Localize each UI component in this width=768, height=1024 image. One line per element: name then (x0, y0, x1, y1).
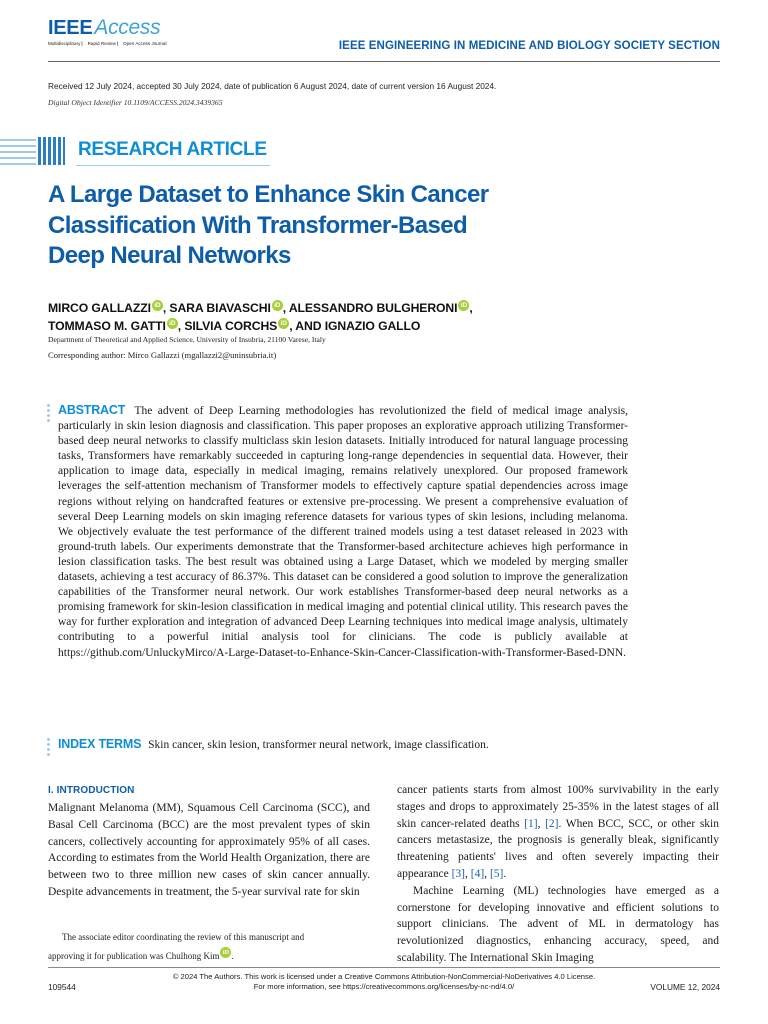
author-name: , AND IGNAZIO GALLO (289, 319, 421, 333)
author-name: , ALESSANDRO BULGHERONI (282, 301, 458, 315)
body-column-left (48, 782, 370, 901)
citation-link[interactable]: [4] (470, 867, 485, 880)
author-list (48, 299, 473, 335)
article-type-underline (76, 165, 270, 166)
logo-tagline: Multidisciplinary ⎸ Rapid Review ⎸ Open Access Journal (48, 41, 167, 46)
section-title: IEEE ENGINEERING IN MEDICINE AND BIOLOGY SOCIETY SECTION (338, 40, 720, 52)
index-terms-label: INDEX TERMS (58, 737, 142, 751)
footnote-text: approving it for publication was Chulhong Kim (48, 950, 220, 961)
footnote-text: . (231, 950, 234, 961)
author-name: TOMMASO M. GATTI (48, 319, 166, 333)
citation-separator: , (465, 867, 471, 880)
orcid-icon[interactable]: iD (167, 318, 178, 329)
logo-access-text: Access (94, 16, 161, 39)
intro-paragraph-1: Malignant Melanoma (MM), Squamous Cell Carcinoma (SCC), and Basal Cell Carcinoma (BCC) are the most prevalent types of skin cancers, collectively accounting for approximately 95% of all cases. According to estimates from the World Health Organization, there are between two to three million new cases of skin cancer annually. Despite advancements in treatment, the 5-year survival rate for skin (48, 802, 370, 898)
abstract-dots-icon (47, 404, 51, 424)
received-dates: Received 12 July 2024, accepted 30 July 2024, date of publication 6 August 2024, date of current version 16 August 2024. (48, 81, 497, 91)
author-name: , SILVIA CORCHS (177, 319, 278, 333)
affiliation: Department of Theoretical and Applied Science, University of Insubria, 21100 Varese, Italy (48, 335, 326, 344)
paragraph-text: cancer patients starts from almost 100% survivability in the early stages and drops to approximately 25-35% in the latest stages of all skin cancer-related deaths (397, 784, 719, 830)
article-type-label: RESEARCH ARTICLE (78, 139, 267, 160)
citation-separator: , (484, 867, 490, 880)
orcid-icon[interactable]: iD (278, 318, 289, 329)
author-name: , SARA BIAVASCHI (162, 301, 271, 315)
author-separator: , (469, 301, 473, 315)
license-line-1: © 2024 The Authors. This work is licensed under a Creative Commons Attribution-NonCommercial-NoDerivatives 4.0 License. (172, 972, 596, 981)
orcid-icon[interactable]: iD (458, 300, 469, 311)
index-terms (58, 737, 489, 753)
footer-divider (48, 967, 720, 968)
author-line-2 (48, 317, 473, 335)
citation-link[interactable]: [1] (524, 817, 538, 830)
intro-paragraph-2: Machine Learning (ML) technologies have emerged as a cornerstone for developing innovative and efficient solutions to support clinicians. The advent of ML in dermatology has revolutionized diagnostics, enhancing accuracy, speed, and scalability. The International Skin Imaging (397, 884, 719, 964)
citation-link[interactable]: [3] (451, 867, 466, 880)
ieee-access-logo (48, 16, 166, 46)
index-terms-dots-icon (47, 738, 51, 758)
doi: Digital Object Identifier 10.1109/ACCESS.2024.3439365 (48, 98, 223, 107)
header-divider (48, 61, 720, 62)
logo-ieee-text: IEEE (48, 17, 93, 39)
author-line-1 (48, 299, 473, 317)
intro-paragraph-continued (397, 782, 719, 883)
paragraph-text: . When BCC, SCC, or other skin cancers metastasize, the prognosis is generally bleak, significantly threatening patients' lives and often severely impacting their appearance (397, 817, 719, 880)
page-number: 109544 (48, 982, 76, 992)
title-line-1: A Large Dataset to Enhance Skin Cancer (48, 181, 489, 208)
index-terms-text: Skin cancer, skin lesion, transformer neural network, image classification. (148, 739, 489, 751)
abstract (58, 403, 628, 661)
orcid-icon[interactable]: iD (220, 947, 231, 958)
paper-title (48, 180, 608, 272)
body-column-right (397, 782, 719, 967)
article-type-banner (0, 133, 300, 171)
corresponding-author: Corresponding author: Mirco Gallazzi (mgallazzi2@uninsubria.it) (48, 350, 277, 360)
license-line-2[interactable]: For more information, see https://creativecommons.org/licenses/by-nc-nd/4.0/ (253, 982, 515, 991)
title-line-2: Classification With Transformer-Based (48, 211, 468, 239)
citation-separator: , (537, 817, 546, 830)
stripes-decoration-icon (0, 136, 66, 166)
volume-info: VOLUME 12, 2024 (650, 982, 720, 992)
citation-link[interactable]: [5] (489, 867, 504, 880)
title-line-3: Deep Neural Networks (48, 242, 291, 269)
orcid-icon[interactable]: iD (152, 300, 163, 311)
abstract-label: ABSTRACT (58, 403, 126, 417)
section-heading-introduction: I. INTRODUCTION (48, 785, 135, 796)
footnote-line-1: The associate editor coordinating the review of this manuscript and (62, 932, 305, 942)
citation-link[interactable]: [2] (545, 817, 559, 830)
orcid-icon[interactable]: iD (272, 300, 283, 311)
author-name: MIRCO GALLAZZI (48, 301, 151, 315)
abstract-text: The advent of Deep Learning methodologies has revolutionized the field of medical image analysis, particularly in skin lesion diagnosis and classification. This paper proposes an explorative approach utilizing Transformer-based deep neural networks to classify multiclass skin lesion datasets. Initially introduced for natural language processing tasks, Transformers have remarkably succeeded in capturing long-range dependencies in sequential data. However, their application to image data, especially in medical imaging, remains relatively unexplored. Our proposed framework leverages the self-attention mechanism of Transformer models to effectively capture spatial dependencies across image regions without relying on handcrafted features or extensive pre-processing. We present a comprehensive evaluation of several Deep Learning models on skin imaging reference datasets for various types of skin lesions, including melanoma. We objectively evaluate the test performance of the different trained models using a test dataset released in 2023 with ground-truth labels. Our experiments demonstrate that the Transformer-based architecture achieves high performance in lesion classification tasks. The best result was obtained using a Large Dataset, which we modeled by merging smaller datasets, achieving a test accuracy of 86.37%. This dataset can be considered a good solution to improve the generalization capabilities of the Transformer neural network. Our work establishes Transformer-based deep neural networks as a promising framework for skin-lesion classification in medical imaging and potential clinical utility. This research paves the way for further exploration and integration of advanced Deep Learning techniques into medical image analysis, ultimately contributing to a powerful initial analysis tool for clinicians. The code is publicly available at https://github.com/UnluckyMirco/A-Large-Dataset-to-Enhance-Skin-Cancer-Classification-with-Transformer-Based-DNN. (58, 405, 628, 659)
paragraph-text: . (503, 867, 507, 880)
editor-footnote (48, 929, 370, 965)
footnote-line-2 (48, 947, 370, 966)
journal-header (48, 16, 720, 60)
